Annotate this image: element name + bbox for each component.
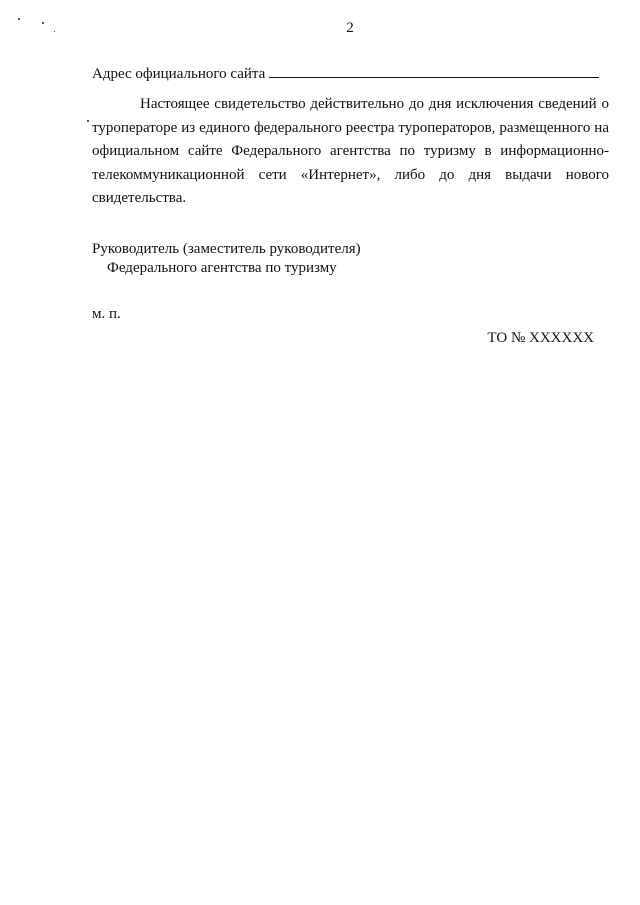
page-number: 2 (346, 20, 354, 36)
website-address-label: Адрес официального сайта (92, 66, 266, 82)
stamp-place-label: м. п. (92, 306, 121, 322)
signatory-block (92, 240, 361, 278)
website-address-line (92, 62, 599, 83)
signatory-agency: Федерального агентства по туризму (107, 260, 337, 276)
signatory-title: Руководитель (заместитель руководителя) (92, 241, 361, 257)
validity-paragraph: Настоящее свидетельство действительно до дня исключения сведений о туроператоре из единого федерального реестра туроператоров, размещенного на официальном сайте Федерального агентства по туризму в информационно-телекоммуникационной сети «Интернет», либо до дня выдачи нового свидетельства. (92, 96, 609, 206)
scan-speck (87, 120, 89, 122)
website-address-blank (269, 62, 599, 78)
certificate-number: ТО № XXXXXX (487, 330, 594, 346)
